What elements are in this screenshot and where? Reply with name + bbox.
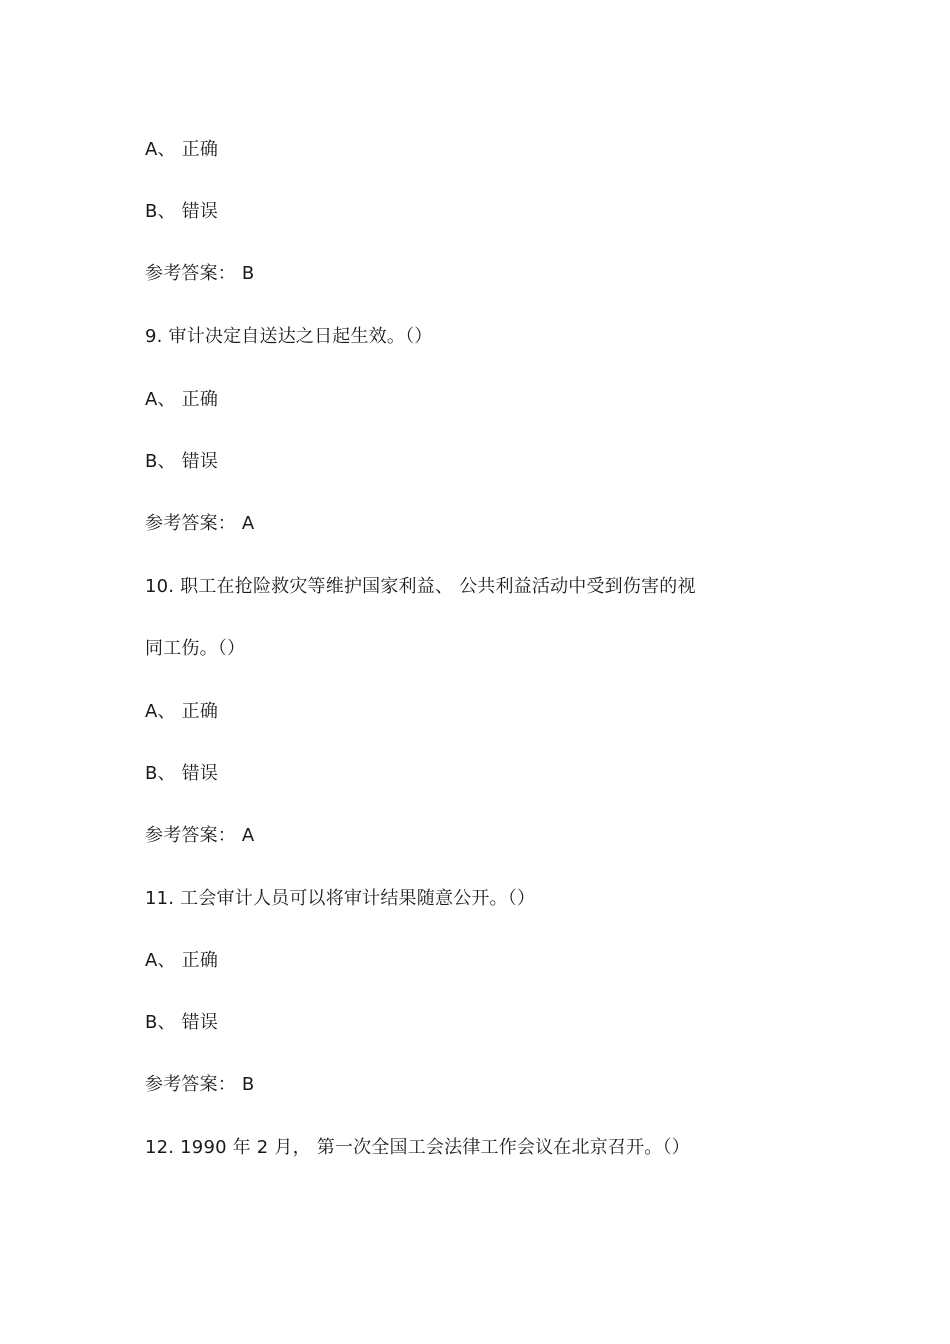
option-b-wrong: B、 错误: [145, 763, 219, 784]
question-9: 9. 审计决定自送达之日起生效。（）: [145, 326, 433, 347]
question-10: 10. 职工在抢险救灾等维护国家利益、 公共利益活动中受到伤害的视: [145, 576, 696, 597]
reference-answer: 参考答案： A: [145, 825, 255, 846]
question-11: 11. 工会审计人员可以将审计结果随意公开。（）: [145, 888, 536, 909]
option-a-correct: A、 正确: [145, 139, 219, 160]
reference-answer: 参考答案： B: [145, 263, 255, 284]
reference-answer: 参考答案： A: [145, 513, 255, 534]
option-b-wrong: B、 错误: [145, 451, 219, 472]
option-a-correct: A、 正确: [145, 389, 219, 410]
option-b-wrong: B、 错误: [145, 1012, 219, 1033]
reference-answer: 参考答案： B: [145, 1074, 255, 1095]
option-a-correct: A、 正确: [145, 950, 219, 971]
question-10-continued: 同工伤。（）: [145, 638, 246, 659]
question-12: 12. 1990 年 2 月， 第一次全国工会法律工作会议在北京召开。（）: [145, 1137, 690, 1158]
option-a-correct: A、 正确: [145, 701, 219, 722]
option-b-wrong: B、 错误: [145, 201, 219, 222]
